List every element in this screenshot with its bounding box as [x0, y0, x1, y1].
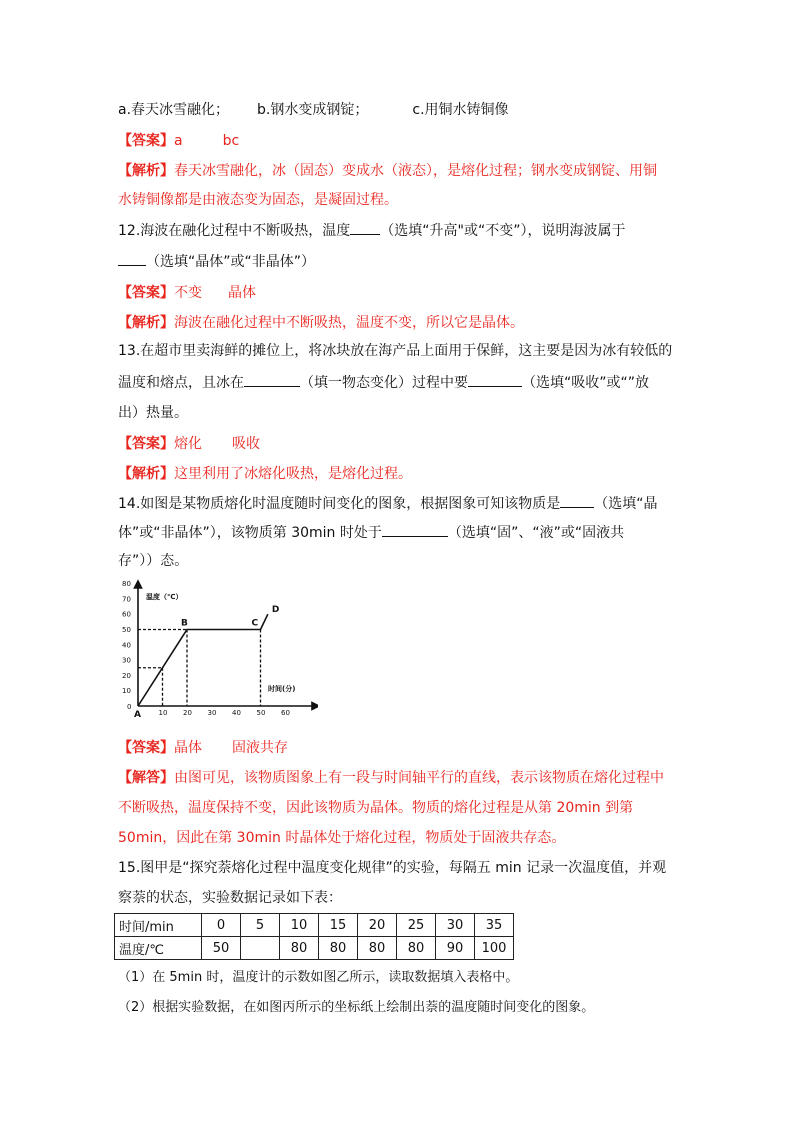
question-text: （填一物态变化）过程中要: [300, 375, 468, 391]
table-cell: 80: [280, 937, 319, 960]
row-header: 温度/℃: [115, 937, 202, 960]
explanation-tag: 【解析】: [118, 315, 174, 331]
x-tick-label: 50: [256, 709, 266, 717]
y-tick-label: 60: [122, 610, 131, 619]
option-a: a.春天冰雪融化；: [118, 102, 230, 118]
explanation-13: [118, 464, 412, 484]
explanation-12: [118, 313, 524, 333]
question-14: [118, 493, 658, 514]
question-13-cont: [118, 372, 649, 393]
point-label: A: [134, 710, 141, 720]
table-cell: 20: [358, 914, 397, 937]
answer-value: 不变: [174, 285, 202, 301]
explanation-text: 海波在融化过程中不断吸热，温度不变，所以它是晶体。: [174, 315, 524, 331]
answer-blank: [244, 372, 300, 387]
answer-tag: 【答案】: [118, 436, 174, 452]
x-tick-label: 40: [232, 709, 241, 717]
row-header: 时间/min: [115, 914, 202, 937]
answer-blank: [118, 251, 146, 266]
option-b: b.钢水变成钢锭；: [257, 102, 369, 118]
answer-tag: 【答案】: [118, 285, 174, 301]
explanation-14: [118, 768, 664, 788]
explanation-14-cont: [118, 798, 633, 818]
table-row: [115, 937, 514, 960]
answer-11: [118, 131, 239, 151]
question-15-sub1: [118, 968, 518, 988]
explanation-tag: 【解析】: [118, 163, 174, 179]
table-cell: 80: [319, 937, 358, 960]
question-text: （选填“晶体”或“非晶体”）: [146, 254, 316, 270]
explanation-tag: 【解析】: [118, 466, 174, 482]
point-label: B: [181, 618, 188, 629]
question-text: （选填“升高"或“不变”），说明海波属于: [380, 223, 626, 239]
answer-blank: [382, 522, 448, 537]
answer-value: 熔化: [174, 436, 202, 452]
explanation-text: 50min，因此在第 30min 时晶体处于熔化过程，物质处于固液共存态。: [118, 830, 566, 846]
question-15-cont: [118, 888, 342, 908]
table-cell: 35: [475, 914, 514, 937]
y-tick-label: 80: [122, 580, 131, 589]
question-text: 体”或“非晶体”），该物质第 30min 时处于: [118, 525, 382, 541]
answer-blank: [350, 220, 380, 235]
answer-value: bc: [222, 133, 240, 149]
question-text: 存”））态。: [118, 553, 189, 569]
table-cell: 15: [319, 914, 358, 937]
question-12-cont: [118, 251, 315, 272]
answer-tag: 【答案】: [118, 133, 174, 149]
explanation-14-cont2: [118, 828, 565, 848]
question-text: 13.在超市里卖海鲜的摊位上，将冰块放在海产品上面用于保鲜，这主要是因为冰有较低的: [118, 343, 673, 359]
x-tick-label: 10: [158, 709, 168, 717]
explanation-11-cont: [118, 190, 398, 210]
question-15-sub2: [118, 998, 594, 1018]
x-tick-label: 30: [207, 709, 217, 717]
question-text: 温度和熔点，且冰在: [118, 375, 244, 391]
table-cell: 100: [475, 937, 514, 960]
question-text: （2）根据实验数据，在如图丙所示的坐标纸上绘制出萘的温度随时间变化的图象。: [118, 1000, 595, 1015]
explanation-text: 由图可见，该物质图象上有一段与时间轴平行的直线，表示该物质在熔化过程中: [174, 770, 664, 786]
x-tick-label: 60: [281, 709, 290, 717]
explanation-11: [118, 161, 657, 181]
option-c: c.用铜水铸铜像: [412, 102, 509, 118]
answer-tag: 【答案】: [118, 740, 174, 756]
question-text: （选填“吸收”或“”放: [522, 375, 650, 391]
question-text: 12.海波在融化过程中不断吸热，温度: [118, 223, 351, 239]
table-row: [115, 914, 514, 937]
y-axis-label: 温度（℃）: [146, 593, 183, 601]
question-13: [118, 341, 672, 361]
explanation-text: 春天冰雪融化，冰（固态）变成水（液态），是熔化过程；钢水变成钢锭、用铜: [174, 163, 657, 179]
answer-value: 吸收: [232, 436, 260, 452]
question-text: 察萘的状态，实验数据记录如下表：: [118, 890, 342, 906]
answer-blank: [468, 372, 522, 387]
answer-blank: [560, 493, 594, 508]
y-tick-label: 70: [122, 595, 131, 604]
y-tick-label: 30: [122, 656, 131, 665]
answer-13: [118, 434, 260, 454]
point-label: C: [251, 618, 259, 629]
table-cell: 5: [241, 914, 280, 937]
question-14-cont: [118, 522, 624, 543]
table-cell: 80: [358, 937, 397, 960]
melting-graph: [118, 578, 318, 720]
table-cell: 50: [202, 937, 241, 960]
answer-12: [118, 283, 256, 303]
y-tick-label: 40: [122, 641, 131, 650]
explanation-text: 水铸铜像都是由液态变为固态，是凝固过程。: [118, 192, 398, 208]
point-label: D: [271, 605, 280, 616]
y-tick-label: 50: [122, 626, 131, 634]
data-table: [114, 913, 514, 960]
table-cell: 0: [202, 914, 241, 937]
question-text: 出）热量。: [118, 405, 188, 421]
explanation-text: 不断吸热，温度保持不变，因此该物质为晶体。物质的熔化过程是从第 20min 到第: [118, 800, 634, 816]
y-tick-label: 10: [122, 687, 131, 696]
table-cell: [241, 937, 280, 960]
table-cell: 80: [397, 937, 436, 960]
answer-value: 固液共存: [232, 740, 288, 756]
table-cell: 10: [280, 914, 319, 937]
y-tick-label: 20: [122, 671, 131, 680]
explanation-tag: 【解答】: [118, 770, 174, 786]
answer-value: a: [174, 133, 183, 149]
table-cell: 90: [436, 937, 475, 960]
question-13-cont2: [118, 403, 188, 423]
answer-value: 晶体: [174, 740, 202, 756]
x-tick-label: 20: [183, 709, 192, 717]
question-14-cont2: [118, 551, 188, 571]
question-11-options: [118, 100, 509, 120]
question-15: [118, 858, 666, 878]
question-12: [118, 220, 625, 241]
temperature-curve: [138, 614, 268, 706]
table-cell: 30: [436, 914, 475, 937]
question-text: （1）在 5min 时，温度计的示数如图乙所示，读取数据填入表格中。: [118, 970, 519, 985]
question-text: 15.图甲是“探究萘熔化过程中温度变化规律”的实验，每隔五 min 记录一次温度值，并观: [118, 860, 667, 876]
table-cell: 25: [397, 914, 436, 937]
answer-14: [118, 738, 288, 758]
question-text: （选填“晶: [594, 496, 658, 512]
x-axis-label: 时间(分): [268, 685, 296, 693]
question-text: （选填“固”、“液”或“固液共: [447, 525, 625, 541]
origin-label: 0: [127, 703, 132, 711]
explanation-text: 这里利用了冰熔化吸热，是熔化过程。: [174, 466, 412, 482]
question-text: 14.如图是某物质熔化时温度随时间变化的图象，根据图象可知该物质是: [118, 496, 561, 512]
answer-value: 晶体: [228, 285, 256, 301]
